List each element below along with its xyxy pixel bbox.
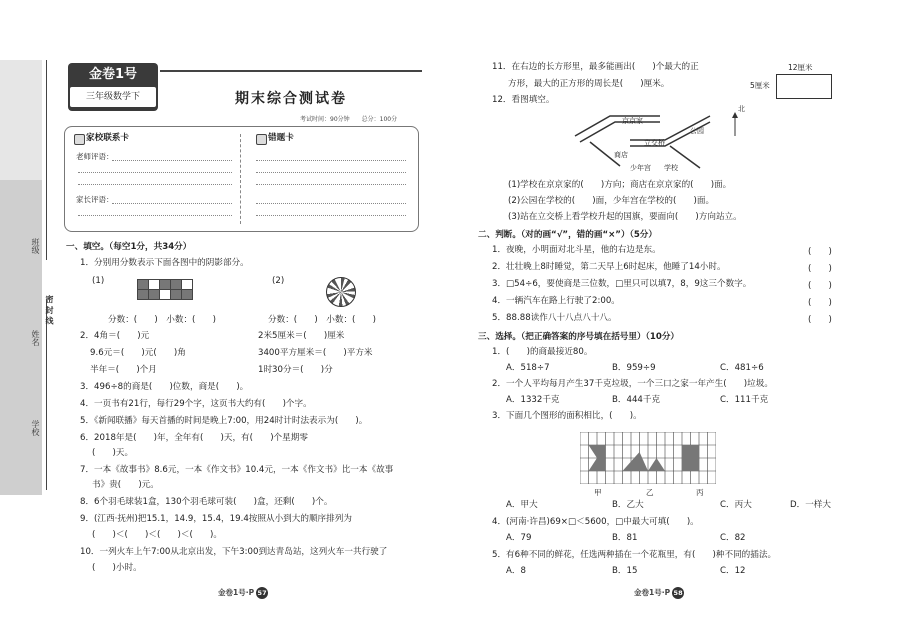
question-12-2: (2)公园在学校的( )面，少年宫在学校的( )面。 [508,196,715,206]
question-1-a-label: (1) [92,276,105,286]
choice-4-opt-c: C．82 [720,533,746,543]
map-label-park: 公园 [690,127,704,135]
dotted-line [112,160,232,161]
card-right-title: 错题卡 [268,133,294,143]
question-6-cont: ( )天。 [92,448,134,458]
judge-1: 1．夜晚，小明面对北斗星，他的右边是东。 [492,245,661,255]
question-7-cont: 书》贵( )元。 [92,480,159,490]
question-9-cont: ( )＜( )＜( )＜( )。 [92,530,222,540]
question-2-b: 2米5厘米＝( )厘米 [258,331,345,341]
seal-line-top [46,60,47,260]
judge-5: 5．88.88读作八十八点八十八。 [492,313,617,323]
binding-strip-notch [0,60,42,180]
area-label-bing: 丙 [696,488,704,497]
judge-3: 3．□54÷6，要使商是三位数，□里只可以填7，8，9这三个数字。 [492,279,752,289]
choice-3: 3．下面几个图形的面积相比，( )。 [492,411,642,421]
question-7: 7．一本《故事书》8.6元，一本《作文书》10.4元，一本《作文书》比一本《故事 [80,465,394,475]
choice-3-opt-c: C．丙大 [720,500,752,510]
dotted-line [78,184,232,185]
brand-subtitle: 三年级数学下 [70,87,156,107]
dotted-line [256,172,406,173]
choice-4-opt-a: A．79 [506,533,532,543]
dotted-line [256,184,406,185]
judge-5-answer: ( ) [808,315,832,325]
map-north-label: 北 [738,105,745,113]
choice-3-opt-d: D．一样大 [790,500,831,510]
question-2-a: 2．4角＝( )元 [80,331,150,341]
exam-meta: 考试时间：90分钟 总分：100分 [300,116,398,123]
judge-2-answer: ( ) [808,264,832,274]
question-10-cont: ( )小时。 [92,563,142,573]
choice-1: 1．( )的商最接近80。 [492,347,593,357]
section-true-false: 二、判断。（对的画“√”，错的画“×”）（5分） [478,230,657,240]
section-choice: 三、选择。（把正确答案的序号填在括号里）（10分） [478,332,680,342]
side-label-class: 班级 [31,238,40,254]
page-title: 期末综合测试卷 [235,91,347,107]
dotted-line [78,172,232,173]
map-label-youth-palace: 少年宫 [630,164,651,172]
figure-grid [138,289,193,300]
choice-4: 4．(河南·许昌)69×□＜5600，□中最大可填( )。 [492,517,699,527]
rect-height-label: 5厘米 [750,81,770,90]
question-3: 3．496÷8的商是( )位数，商是( )。 [80,382,249,392]
question-12-1: (1)学校在京京家的( )方向；商店在京京家的( )面。 [508,180,732,190]
question-6: 6．2018年是( )年，全年有( )天，有( )个星期零 [80,433,308,443]
dotted-line [78,215,232,216]
question-11-cont: 方形，最大的正方形的周长是( )厘米。 [508,79,670,89]
question-1-b-answer: 分数：( ) 小数：( ) [268,315,376,325]
question-12: 12．看图填空。 [492,95,555,105]
section-fill-blank: 一、填空。（每空1分，共34分） [66,242,192,252]
question-5: 5．《新闻联播》每天首播的时间是晚上7:00，用24时计时法表示为( )。 [80,416,368,426]
choice-2-opt-a: A．1332千克 [506,395,560,405]
pencil-icon [256,134,267,145]
page-number: 57 [257,589,267,597]
question-2-e: 半年＝( )个月 [90,365,157,375]
area-figure [580,432,716,484]
teacher-comment-label: 老师评语： [76,152,114,161]
side-label-seal: 密 封 线 [45,295,54,325]
page-footer-right [634,587,684,599]
figure-circle [326,277,356,307]
map-label-bridge: 立交桥 [644,139,665,147]
parent-comment-label: 家长评语： [76,195,114,204]
notebook-icon [74,134,85,145]
question-2-f: 1时30分＝( )分 [258,365,333,375]
question-2-c: 9.6元＝( )元( )角 [90,348,186,358]
choice-1-opt-a: A．518÷7 [506,363,550,373]
question-1-a-answer: 分数：( ) 小数：( ) [108,315,216,325]
choice-3-opt-b: B．乙大 [612,500,644,510]
choice-3-opt-a: A．甲大 [506,500,538,510]
map-label-shop: 商店 [614,151,628,159]
rectangle-figure [776,74,832,99]
card-left-title: 家校联系卡 [86,133,129,143]
page-number: 58 [673,589,683,597]
map-label-school: 学校 [664,164,678,172]
area-label-yi: 乙 [646,488,654,497]
side-label-name: 姓名 [31,330,40,346]
choice-4-opt-b: B．81 [612,533,638,543]
brand-name: 金卷1号 [88,67,138,82]
judge-2: 2．壮壮晚上8时睡觉，第二天早上6时起床，他睡了14小时。 [492,262,726,272]
judge-3-answer: ( ) [808,281,832,291]
question-12-3: (3)站在立交桥上看学校升起的国旗，要面向( )方向站立。 [508,212,742,222]
choice-5: 5．有6种不同的鲜花，任选两种插在一个花瓶里，有( )种不同的插法。 [492,550,777,560]
dotted-line [256,215,406,216]
question-2-d: 3400平方厘米＝( )平方米 [258,348,373,358]
dotted-line [256,203,406,204]
card-divider [240,134,241,224]
choice-1-opt-c: C．481÷6 [720,363,764,373]
footer-brand: 金卷1号·P [634,588,671,597]
rect-width-label: 12厘米 [788,63,813,72]
judge-4-answer: ( ) [808,298,832,308]
dotted-line [112,203,232,204]
dotted-line [256,160,406,161]
judge-1-answer: ( ) [808,247,832,257]
area-grid [580,432,716,484]
map-label-home: 京京家 [622,117,643,125]
choice-2-opt-b: B．444千克 [612,395,661,405]
question-11: 11．在右边的长方形里，最多能画出( )个最大的正 [492,62,699,72]
choice-5-opt-c: C．12 [720,566,746,576]
question-10: 10．一列火车上午7:00从北京出发，下午3:00到达青岛站，这列火车一共行驶了 [80,547,388,557]
question-1-b-label: (2) [272,276,285,286]
choice-5-opt-b: B．15 [612,566,638,576]
page-footer-left [218,587,268,599]
choice-1-opt-b: B．959÷9 [612,363,656,373]
seal-line-bottom [46,300,47,490]
question-4: 4．一页书有21行，每行29个字，这页书大约有( )个字。 [80,399,312,409]
choice-5-opt-a: A．8 [506,566,526,576]
choice-2: 2．一个人平均每月产生37千克垃圾，一个三口之家一年产生( )垃圾。 [492,379,773,389]
judge-4: 4．一辆汽车在路上行驶了2:00。 [492,296,620,306]
area-label-jia: 甲 [594,488,602,497]
question-1: 1．分别用分数表示下面各图中的阴影部分。 [80,258,249,268]
question-9: 9．(江西·抚州)把15.1，14.9，15.4，19.4按照从小到大的顺序排列为 [80,514,352,524]
side-label-school: 学校 [31,420,40,436]
choice-2-opt-c: C．111千克 [720,395,769,405]
question-8: 8．6个羽毛球装1盒，130个羽毛球可装( )盒，还剩( )个。 [80,497,333,507]
footer-brand: 金卷1号·P [218,588,255,597]
